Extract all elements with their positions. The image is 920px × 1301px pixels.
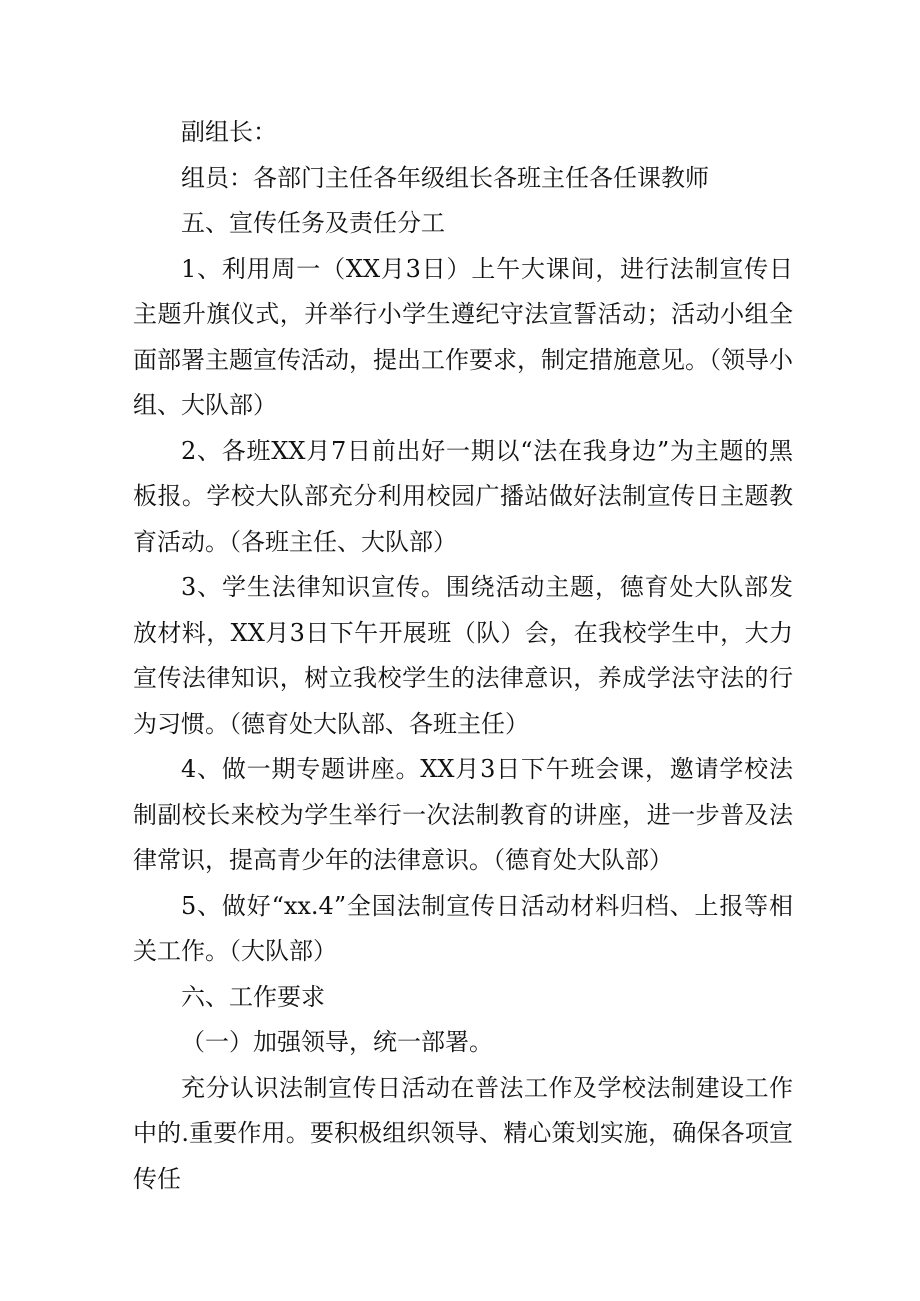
section-heading-5: 五、宣传任务及责任分工 — [181, 209, 445, 237]
paragraph-members: 组员：各部门主任各年级组长各班主任各任课教师 — [181, 163, 709, 192]
task-item-3: 3、学生法律知识宣传。围绕活动主题，德育处大队部发放材料，XX月3日下午开展班（队）会，在我校学生中，大力宣传法律知识，树立我校学生的法律意识，养成学法守法的行为习惯。（德育处大队部、各班主任） — [133, 573, 793, 738]
task-item-5: 5、做好“xx.4”全国法制宣传日活动材料归档、上报等相关工作。（大队部） — [133, 891, 793, 965]
task-item-1: 1、利用周一（XX月3日）上午大课间，进行法制宣传日主题升旗仪式，并举行小学生遵纪守法宣誓活动；活动小组全面部署主题宣传活动，提出工作要求，制定措施意见。（领导小组、大队部） — [133, 254, 793, 419]
section-heading-6: 六、工作要求 — [181, 982, 325, 1011]
subheading-1: （一）加强领导，统一部署。 — [181, 1028, 493, 1056]
paragraph-requirements: 充分认识法制宣传日活动在普法工作及学校法制建设工作中的.重要作用。要积极组织领导、精心策划实施，确保各项宣传任 — [133, 1073, 793, 1193]
paragraph-vice-leader: 副组长： — [181, 118, 277, 146]
task-item-2: 2、各班XX月7日前出好一期以“法在我身边”为主题的黑板报。学校大队部充分利用校园广播站做好法制宣传日主题教育活动。（各班主任、大队部） — [133, 436, 793, 556]
document-body — [133, 110, 793, 1202]
task-item-4: 4、做一期专题讲座。XX月3日下午班会课，邀请学校法制副校长来校为学生举行一次法制教育的讲座，进一步普及法律常识，提高青少年的法律意识。（德育处大队部） — [133, 755, 793, 874]
